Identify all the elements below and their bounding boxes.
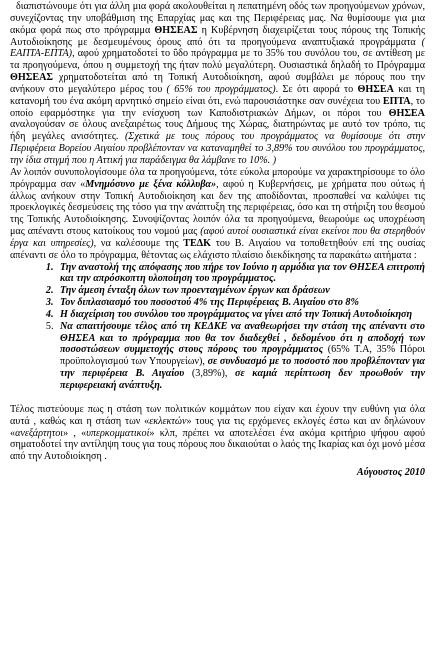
demands-list — [10, 262, 425, 392]
signature-date: Αύγουστος 2010 — [356, 467, 425, 479]
paragraph-spacer — [10, 392, 425, 404]
demand-item: 4. Η διαχείριση του συνόλου του προγράμματος να γίνει από την Τοπική Αυτοδιοίκηση — [56, 309, 425, 321]
demand-item: 5. Να απαιτήσουμε τέλος από τη ΚΕΔΚΕ να αναθεωρήσει την στάση της απέναντι στο ΘΗΣΕΑ και το πρόγραμμα που θα τον διαδεχθεί , δεδομένου ότι η αποδοχή των ποσοστώσεων συμμετοχής στους πόρους του προγράμματος (65% Τ.Α, 35% Πόροι προϋπολογισμού των Υπουργείων), σε συνδυασμό με το ποσοστό που προβλέπονταν για την περιφέρεια Β. Αιγαίου (3,89%), σε καμιά περίπτωση δεν προωθούν την περιφερειακή ανάπτυξη. — [56, 321, 425, 392]
paragraph-closing: Τέλος πιστεύουμε πως η στάση των πολιτικών κομμάτων που είχαν και έχουν την ευθύνη για όλα αυτά , καθώς και η στάση των «εκλεκτών» τους για τις ερχόμενες εκλογές έστω και αν δηλώνουν «ανεξάρτητοι» , «υπερκομματικοί» κλπ, πρέπει να αποτελέσει ένα ακόμα κριτήριο ψήφου αφού σηματοδοτεί την αντίληψη τους για τους πόρους που δικαιούται ο λαός της Ικαρίας και όχι μονό μέσα από την Αυτοδιοίκηση . — [10, 403, 426, 463]
demand-item: 2. Την άμεση ένταξη όλων των προενταγμένων έργων και δράσεων — [56, 285, 425, 297]
paragraph-conclusion: Αν λοιπόν συνυπολογίσουμε όλα τα προηγούμενα, τότε εύκολα μπορούμε να χαρακτηρίσουμε το όλο πρόγραμμα σαν «Μνημόσυνο με ξένα κόλλυβα», αφού η Κυβερνήσεις, με χρήματα που ούτως ή άλλως ανήκουν στην Τοπική Αυτοδιοίκηση και δεν της αποδίδονται, προσπαθεί να καλύψει τις προεκλογικές δεσμεύσεις της τόσο για την ανάπτυξη της περιφέρειας, όσο και τη στήριξη του θεσμού της Τοπικής Αυτοδιοίκησης. Συνοψίζοντας λοιπόν όλα τα προηγούμενα, θεωρούμε ως υποχρέωση μας απέναντι στους κατοίκους του νομού μας (αφού αυτοί ουσιαστικά είναι εκείνοι που θα στερηθούν έργα και υπηρεσίες), να καλέσουμε της ΤΕΔΚ του Β. Αιγαίου να τοποθετηθούν επί της ουσίας απέναντι σε όλο το πρόγραμμα, θέτοντας ως ελάχιστο πλαίσιο διεκδίκησης τα παρακάτω αιτήματα : — [10, 166, 426, 261]
paragraph-theseas-funding: διαπιστώνουμε ότι για άλλη μια φορά ακολουθείται η πεπατημένη οδός των προηγούμενων χρόνων, συνεχίζοντας την υποβάθμιση της Επαρχίας μας και της Περιφέρειας μας. Να θυμίσουμε για μια ακόμα φορά πως στο πρόγραμμα ΘΗΣΕΑΣ η Κυβέρνηση διαχειρίζεται τους πόρους της Τοπικής Αυτοδιοίκησης με δεσμευμένους όρους από ότι τα προηγούμενα αναπτυξιακά προγράμματα ( ΕΑΠΤΑ-ΕΠΤΑ), αφού χρηματοδοτεί το ΰδο πρόγραμμα με το 35% του συνόλου του, σε αντίθεση με τα προηγούμενα, όπου η συμμετοχή της ήταν πολύ μεγαλύτερη. Ουσιαστικά δηλαδή το Πρόγραμμα ΘΗΣΕΑΣ χρηματοδοτείται από τη Τοπική Αυτοδιοίκηση, αφού συμβάλει με πόρους που την ανήκουν στο μεγαλύτερο μέρος του ( 65% του προγράμματος). Σε ότι αφορά το ΘΗΣΕΑ και τη κατανομή του ένα ακόμη αρνητικό σημείο είναι ότι, ενώ παρουσιάστηκε σαν συνέχεια του ΕΠΤΑ, το οποίο εφαρμόστηκε για την ενίσχυση των Καποδιστριακών Δήμων, οι πόροι του ΘΗΣΕΑ αναλογούσαν σε όλους ανεξαιρέτως τους Δήμους της Χώρας, διατηρώντας με αυτό τον τρόπο, τις ήδη μεγάλες ανισότητες. (Σχετικά με τους πόρους του προγράμματος να θυμίσουμε ότι στην Περιφέρεια Βορείου Αιγαίου προβλέπονταν να καταναμηθεί το 3,89% του συνόλου του προγράμματος, την ίδια στιγμή που η Αττική για παράδειγμα θα λάμβανε το 10%. ) — [10, 1, 426, 166]
demand-item: 3. Τον διπλασιασμό του ποσοστού 4% της Περιφέρειας Β. Αιγαίου στο 8% — [56, 297, 425, 309]
demand-item: 1. Την αναστολή της απόφασης που πήρε τον Ιούνιο η αρμόδια για τον ΘΗΣΕΑ επιτροπή και την απρόσκοπτη υλοποίηση του προγράμματος. — [56, 262, 425, 286]
